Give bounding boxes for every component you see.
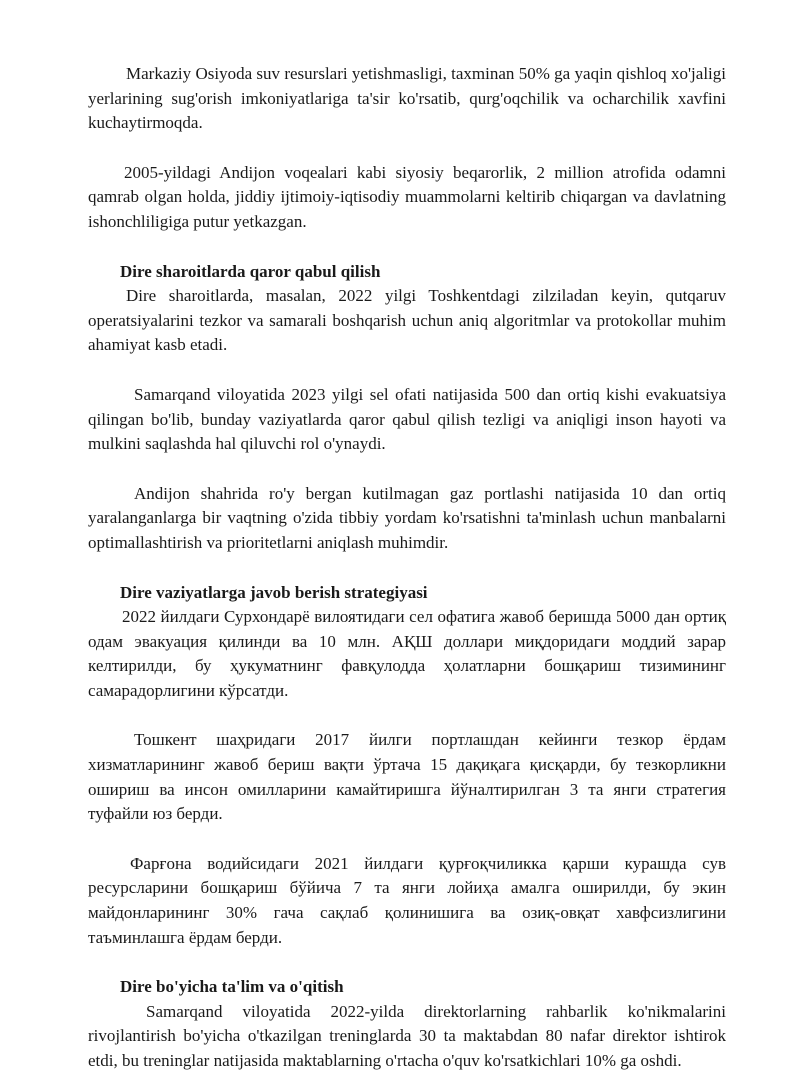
paragraph-samarkand-mudflow: Samarqand viloyatida 2023 yilgi sel ofati natijasida 500 dan ortiq kishi evakuatsiya qilingan bo'lib, bunday vaziyatlarda qaror qabul qilish tezligi va aniqligi inson hayoti va mulkini saqlashda hal qiluvchi rol o'ynaydi. [88,384,726,454]
paragraph-tashkent-explosion: Тошкент шаҳридаги 2017 йилги портлашдан кейинги тезкор ёрдам хизматларининг жавоб бериш вақти ўртача 15 дақиқага қисқарди, бу тезкорликни ошириш ва инсон омилларини камайтиришга йўналтирилган 3 та янги стратегия туфайли юз берди. [88,730,726,824]
spacer [88,703,726,728]
section-heading-response-strategy: Dire vaziyatlarga javob berish strategiyasi [120,582,428,602]
spacer [88,358,726,383]
section-heading-training: Dire bo'yicha ta'lim va o'qitish [120,977,344,997]
spacer [88,827,726,852]
paragraph-tashkent-earthquake: Dire sharoitlarda, masalan, 2022 yilgi Toshkentdagi zilziladan keyin, qutqaruv operatsiyalarini tezkor va samarali boshqarish uchun aniq algoritmlar va protokollar muhim ahamiyat kasb etadi. [88,286,726,355]
spacer [88,136,726,161]
spacer [88,556,726,581]
spacer [88,457,726,482]
paragraph-fergana-drought: Фарғона водийсидаги 2021 йилдаги қурғоқчиликка қарши курашда сув ресурсларини бошқариш бўйича 7 та янги лойиҳа амалга оширилди, бу экин майдонларининг 30% гача сақлаб қолинишига ва озиқ-овқат хавфсизлигини таъминлашга ёрдам берди. [88,853,726,947]
spacer [88,950,726,975]
paragraph-surkhandarya-mudflow: 2022 йилдаги Сурхондарё вилоятидаги сел офатига жавоб беришда 5000 дан ортиқ одам эвакуация қилинди ва 10 млн. АҚШ доллари миқдоридаги моддий зарар келтирилди, бу ҳукуматнинг фавқулодда ҳолатларни бошқариш тизимининг самарадорлигини кўрсатди. [88,607,726,700]
paragraph-water-resources: Markaziy Osiyoda suv resurslari yetishmasligi, taxminan 50% ga yaqin qishloq xo'jaligi yerlarining sug'orish imkoniyatlariga ta'sir ko'rsatib, qurg'oqchilik va ocharchilik xavfini kuchaytirmoqda. [88,64,726,133]
section-heading-decision-making: Dire sharoitlarda qaror qabul qilish [120,261,381,281]
paragraph-andijan-gas-explosion: Andijon shahrida ro'y bergan kutilmagan gaz portlashi natijasida 10 dan ortiq yaralanganlarga bir vaqtning o'zida tibbiy yordam ko'rsatishni ta'minlash uchun manbalarni optimallashtirish va prioritetlarni aniqlash muhimdir. [88,483,726,552]
paragraph-samarkand-trainings: Samarqand viloyatida 2022-yilda direktorlarning rahbarlik ko'nikmalarini rivojlantirish bo'yicha o'tkazilgan treninglarda 30 ta maktabdan 80 nafar direktor ishtirok etdi, bu treninglar natijasida maktablarning o'rtacha o'quv ko'rsatkichlari 10% ga oshdi. [88,1001,726,1070]
spacer [88,235,726,260]
document-page [88,62,726,1074]
paragraph-andijan-events: 2005-yildagi Andijon voqealari kabi siyosiy beqarorlik, 2 million atrofida odamni qamrab olgan holda, jiddiy ijtimoiy-iqtisodiy muammolarni keltirib chiqargan va davlatning ishonchliligiga putur yetkazgan. [88,162,726,231]
